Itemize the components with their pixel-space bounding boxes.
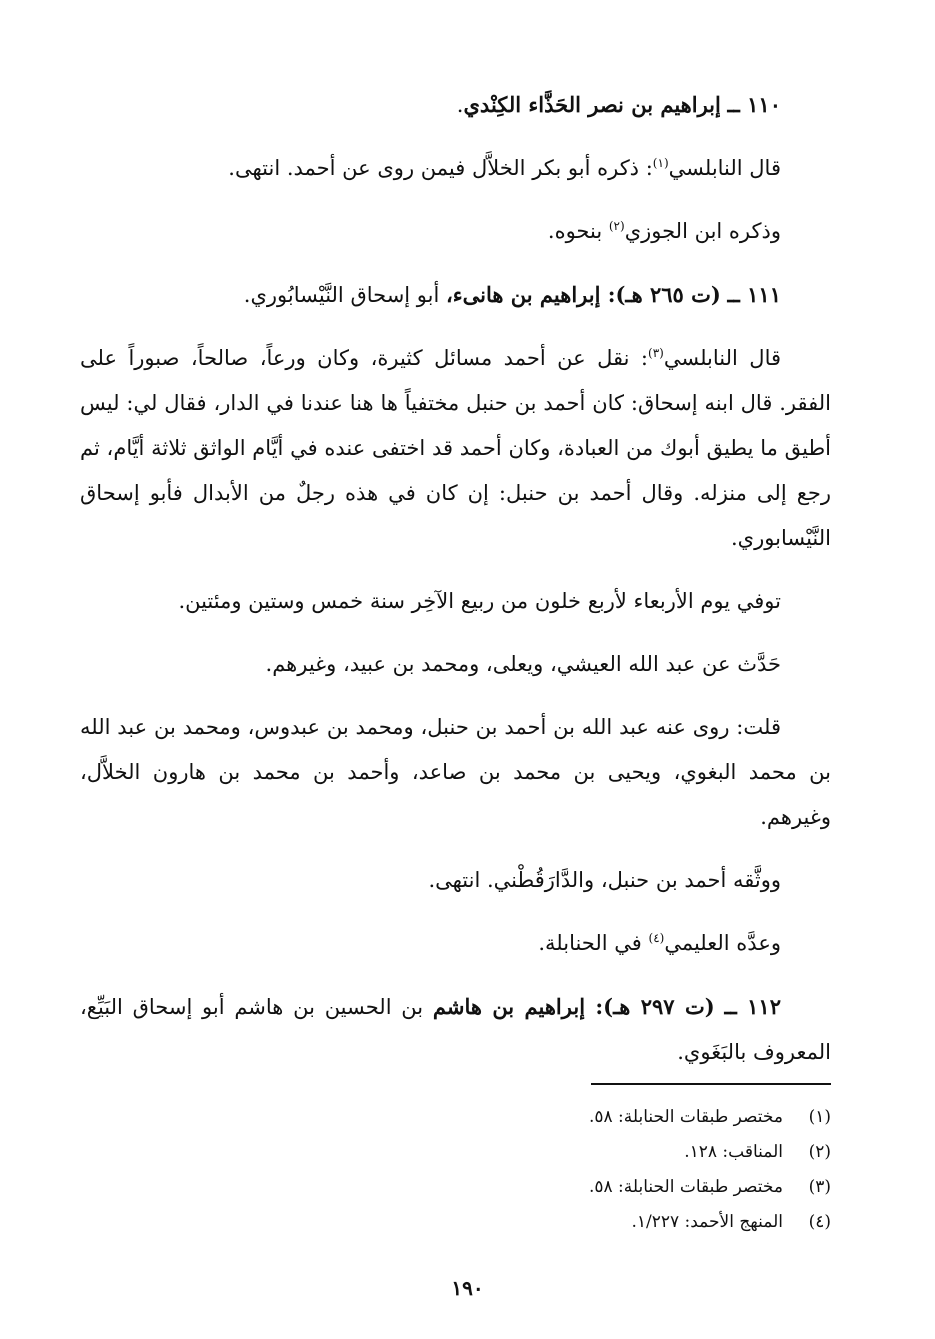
paragraph-text: : ذكره أبو بكر الخلاَّل فيمن روى عن أحمد. انتهى. [228, 156, 653, 180]
footnote-text: المنهج الأحمد: ١/٢٢٧. [631, 1212, 783, 1232]
footnote-ref: (١) [652, 156, 669, 170]
paragraph: قلت: روى عنه عبد الله بن أحمد بن حنبل، ومحمد بن عبدوس، ومحمد بن عبد الله بن محمد البغوي، ويحيى بن محمد بن صاعد، وأحمد بن محمد بن هارون الخلاَّل، وغيرهم. [80, 715, 831, 829]
footnote-number: (٢) [808, 1142, 831, 1162]
page-number: ١٩٠ [451, 1276, 484, 1300]
paragraph: ووثَّقه أحمد بن حنبل، والدَّارَقُطْني. انتهى. [428, 868, 781, 892]
paragraph-text: : نقل عن أحمد مسائل كثيرة، وكان ورعاً، صالحاً، صبوراً على الفقر. قال ابنه إسحاق: كان أحمد بن حنبل مختفياً ها هنا عندنا في الدار، فقال لي: ليس أطيق ما يطيق أبوك من العبادة، وكان أحمد قد اختفى عنده في أيَّام الواثق ثلاثة أيَّام، ثم رجع إلى منزله. وقال أحمد بن حنبل: إن كان في هذه رجلٌ من الأبدال فأبو إسحاق النَّيْسابوري. [80, 346, 831, 550]
footnotes [80, 1100, 831, 1240]
footnote-ref: (٢) [608, 219, 625, 233]
footnote-item [80, 1135, 831, 1170]
footnote-text: المناقب: ١٢٨. [684, 1142, 783, 1162]
main-text [80, 82, 831, 1093]
entry-110-heading [80, 82, 831, 128]
paragraph [80, 146, 831, 191]
paragraph-text: بنحوه. [547, 219, 609, 243]
paragraph-text: وعدَّه العليمي [664, 931, 781, 955]
footnote-ref: (٤) [648, 931, 665, 945]
entry-tail: أبو إسحاق النَّيْسابُوري. [243, 283, 446, 307]
footnote-text: مختصر طبقات الحنابلة: ٥٨. [588, 1107, 783, 1127]
footnote-number: (٣) [808, 1177, 831, 1197]
paragraph: توفي يوم الأربعاء لأربع خلون من ربيع الآخِر سنة خمس وستين ومئتين. [178, 589, 781, 613]
entry-112-heading [80, 984, 831, 1075]
entry-111-heading [80, 272, 831, 318]
paragraph-text: قال النابلسي [668, 156, 781, 180]
paragraph-text: قال النابلسي [663, 346, 782, 370]
paragraph [80, 336, 831, 561]
paragraph [80, 921, 831, 966]
footnote-number: (١) [808, 1107, 831, 1127]
footnote-item [80, 1170, 831, 1205]
paragraph-text: وذكره ابن الجوزي [624, 219, 781, 243]
entry-name: : إبراهيم بن هاشم [432, 994, 604, 1019]
death-date: (ت ٢٩٧ هـ) [603, 994, 715, 1019]
paragraph [80, 209, 831, 254]
paragraph-text: في الحنابلة. [538, 931, 649, 955]
entry-number: ١١٢ ــ [724, 994, 781, 1019]
entry-number: ١١١ ــ [727, 282, 781, 307]
entry-tail: . [456, 93, 464, 117]
entry-name: إبراهيم بن نصر الحَذَّاء الكِنْدي [463, 92, 721, 117]
entry-name: : إبراهيم بن هانىء، [446, 282, 616, 307]
footnote-ref: (٣) [648, 346, 664, 360]
death-date: (ت ٢٦٥ هـ) [615, 282, 721, 307]
footnote-divider [591, 1083, 831, 1085]
entry-tail: بن الحسين بن هاشم أبو إسحاق البَيِّع، المعروف بالبَغَوي. [80, 995, 831, 1064]
paragraph: حَدَّث عن عبد الله العيشي، ويعلى، ومحمد بن عبيد، وغيرهم. [265, 652, 781, 676]
footnote-text: مختصر طبقات الحنابلة: ٥٨. [588, 1177, 783, 1197]
footnote-item [80, 1100, 831, 1135]
footnote-number: (٤) [808, 1212, 831, 1232]
footnote-item [80, 1205, 831, 1240]
entry-number: ١١٠ ــ [727, 92, 781, 117]
